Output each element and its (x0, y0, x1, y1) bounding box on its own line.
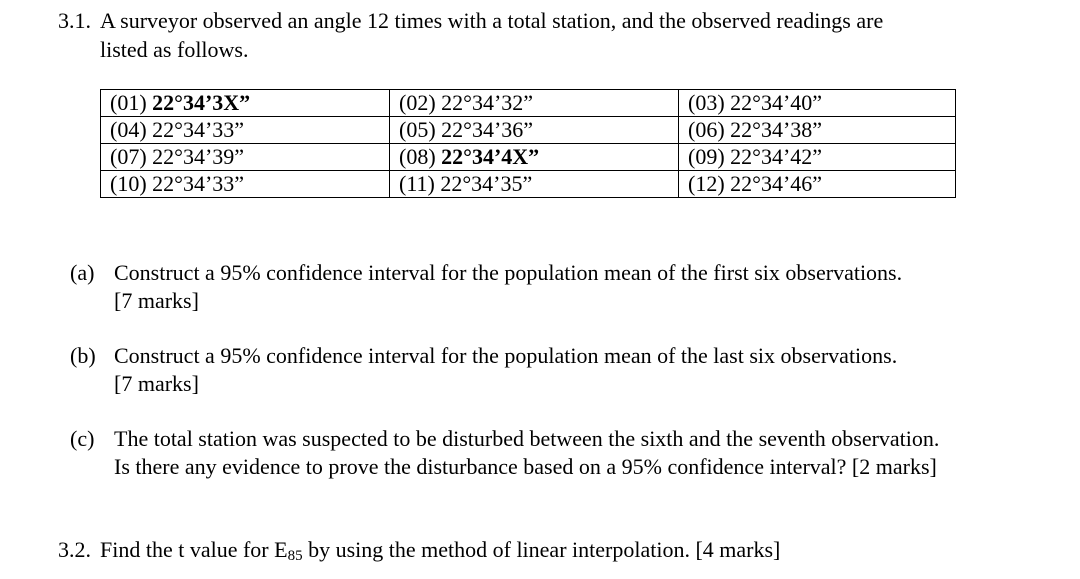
reading-id: (08) (399, 144, 436, 169)
part-a-text: Construct a 95% confidence interval for the population mean of the first six observations. (114, 260, 903, 285)
reading-id: (07) (110, 144, 147, 169)
reading-id: (01) (110, 90, 147, 115)
reading-id: (04) (110, 117, 147, 142)
part-a-label: (a) (70, 260, 95, 285)
part-a-marks: [7 marks] (114, 288, 199, 313)
question-3-2 (58, 535, 1058, 571)
reading-cell (679, 144, 956, 171)
reading-value: 22°34’39” (152, 144, 245, 169)
table-row (101, 171, 956, 198)
reading-id: (11) (399, 171, 435, 196)
reading-cell (679, 117, 956, 144)
reading-value: 22°34’33” (152, 171, 245, 196)
reading-id: (02) (399, 90, 436, 115)
reading-value: 22°34’38” (730, 117, 823, 142)
reading-cell (390, 90, 679, 117)
table-row (101, 117, 956, 144)
reading-cell (390, 117, 679, 144)
readings-table (100, 89, 956, 198)
reading-value: 22°34’35” (440, 171, 533, 196)
reading-cell (679, 90, 956, 117)
reading-value: 22°34’3X” (152, 90, 251, 115)
question-3-1-line1 (58, 6, 1058, 35)
reading-value: 22°34’42” (730, 144, 823, 169)
reading-id: (03) (688, 90, 725, 115)
reading-value: 22°34’33” (152, 117, 245, 142)
part-b-marks: [7 marks] (114, 371, 199, 396)
reading-cell (101, 171, 390, 198)
reading-cell (390, 171, 679, 198)
part-c (70, 425, 1060, 481)
part-b-label: (b) (70, 343, 96, 368)
reading-id: (12) (688, 171, 725, 196)
reading-cell (101, 117, 390, 144)
part-c-text: The total station was suspected to be disturbed between the sixth and the seventh observation. (114, 426, 940, 451)
reading-value: 22°34’36” (441, 117, 534, 142)
reading-cell (101, 90, 390, 117)
table-row (101, 144, 956, 171)
reading-id: (10) (110, 171, 147, 196)
part-c-text-continued: Is there any evidence to prove the disturbance based on a 95% confidence interval? [2 marks] (114, 454, 937, 479)
reading-value: 22°34’4X” (441, 144, 540, 169)
reading-id: (09) (688, 144, 725, 169)
reading-cell (679, 171, 956, 198)
part-b-text: Construct a 95% confidence interval for the population mean of the last six observations. (114, 343, 898, 368)
question-number: 3.2. (58, 537, 91, 562)
subscript: 85 (287, 548, 303, 564)
reading-id: (06) (688, 117, 725, 142)
reading-cell (101, 144, 390, 171)
part-b (70, 342, 1060, 398)
part-a (70, 259, 1060, 315)
reading-id: (05) (399, 117, 436, 142)
part-c-label: (c) (70, 426, 95, 451)
reading-value: 22°34’46” (730, 171, 823, 196)
reading-cell (390, 144, 679, 171)
reading-value: 22°34’40” (730, 90, 823, 115)
question-text-continued: listed as follows. (100, 37, 249, 62)
question-3-1 (58, 6, 1058, 64)
question-text-end: by using the method of linear interpolation. [4 marks] (302, 537, 781, 562)
question-number: 3.1. (58, 8, 91, 33)
question-text: Find the t value for E (100, 537, 288, 562)
question-text: A surveyor observed an angle 12 times with a total station, and the observed readings are (100, 8, 884, 33)
reading-value: 22°34’32” (441, 90, 534, 115)
table-row (101, 90, 956, 117)
